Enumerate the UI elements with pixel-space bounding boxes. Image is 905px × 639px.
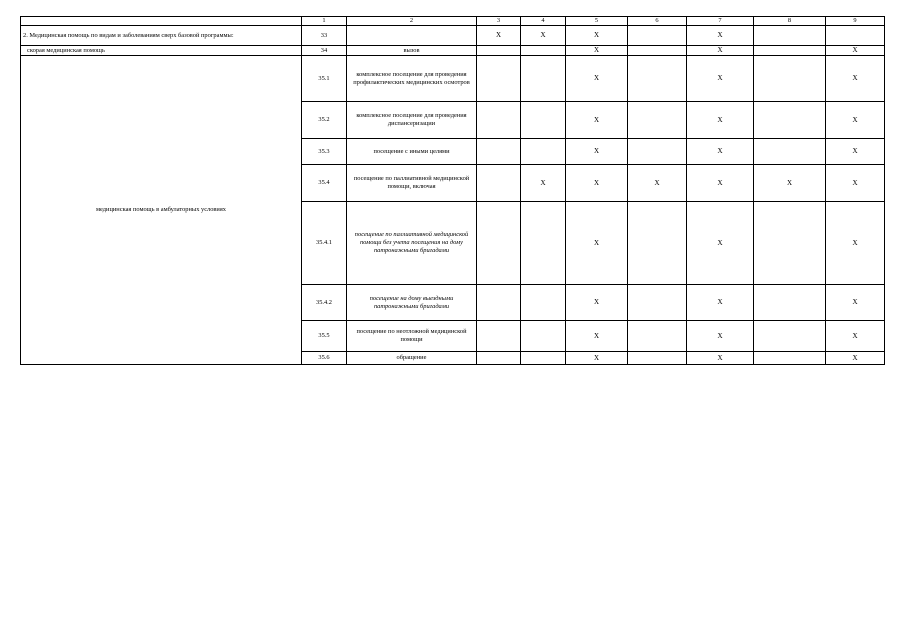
header-row bbox=[21, 17, 885, 26]
mark-cell: X bbox=[826, 46, 885, 56]
mark-cell bbox=[628, 321, 687, 352]
row-unit: комплексное посещение для проведения диспансеризации bbox=[347, 102, 477, 139]
mark-cell bbox=[477, 165, 521, 202]
mark-cell: X bbox=[826, 202, 885, 285]
header-cell: 9 bbox=[826, 17, 885, 26]
mark-cell bbox=[754, 139, 826, 165]
mark-cell: X bbox=[687, 321, 754, 352]
mark-cell: X bbox=[566, 202, 628, 285]
header-cell: 6 bbox=[628, 17, 687, 26]
mark-cell: X bbox=[826, 321, 885, 352]
header-cell: 4 bbox=[521, 17, 566, 26]
mark-cell bbox=[521, 202, 566, 285]
row-code: 35.4 bbox=[302, 165, 347, 202]
mark-cell: X bbox=[566, 139, 628, 165]
mark-cell: X bbox=[521, 26, 566, 46]
mark-cell: X bbox=[566, 165, 628, 202]
mark-cell bbox=[521, 56, 566, 102]
mark-cell bbox=[628, 202, 687, 285]
mark-cell: X bbox=[566, 26, 628, 46]
mark-cell bbox=[521, 321, 566, 352]
mark-cell: X bbox=[754, 165, 826, 202]
header-cell: 3 bbox=[477, 17, 521, 26]
mark-cell: X bbox=[566, 321, 628, 352]
row-code: 35.2 bbox=[302, 102, 347, 139]
row-name: скорая медицинская помощь bbox=[21, 46, 302, 56]
row-code: 35.6 bbox=[302, 352, 347, 365]
mark-cell: X bbox=[687, 26, 754, 46]
mark-cell: X bbox=[566, 352, 628, 365]
mark-cell bbox=[477, 352, 521, 365]
table-row bbox=[21, 46, 885, 56]
header-cell bbox=[21, 17, 302, 26]
mark-cell: X bbox=[826, 352, 885, 365]
mark-cell bbox=[628, 139, 687, 165]
mark-cell: X bbox=[687, 139, 754, 165]
mark-cell bbox=[754, 202, 826, 285]
row-unit: посещение по неотложной медицинской помощи bbox=[347, 321, 477, 352]
mark-cell: X bbox=[826, 56, 885, 102]
row-code: 35.3 bbox=[302, 139, 347, 165]
program-table bbox=[20, 16, 885, 365]
mark-cell: X bbox=[687, 165, 754, 202]
mark-cell bbox=[754, 26, 826, 46]
mark-cell bbox=[521, 285, 566, 321]
mark-cell bbox=[628, 352, 687, 365]
mark-cell bbox=[754, 321, 826, 352]
mark-cell bbox=[477, 46, 521, 56]
document-sheet bbox=[20, 16, 884, 365]
mark-cell bbox=[477, 102, 521, 139]
mark-cell bbox=[754, 352, 826, 365]
mark-cell: X bbox=[826, 165, 885, 202]
mark-cell: X bbox=[566, 46, 628, 56]
row-code: 35.4.1 bbox=[302, 202, 347, 285]
row-unit: посещение с иными целями bbox=[347, 139, 477, 165]
table-row bbox=[21, 26, 885, 46]
mark-cell bbox=[754, 56, 826, 102]
mark-cell: X bbox=[477, 26, 521, 46]
mark-cell bbox=[477, 202, 521, 285]
row-unit: посещение на дому выездными патронажными бригадами bbox=[347, 285, 477, 321]
mark-cell bbox=[521, 102, 566, 139]
header-cell: 1 bbox=[302, 17, 347, 26]
mark-cell: X bbox=[687, 285, 754, 321]
mark-cell bbox=[477, 139, 521, 165]
row-name: 2. Медицинская помощь по видам и заболеваниям сверх базовой программы: bbox=[21, 26, 302, 46]
mark-cell: X bbox=[566, 56, 628, 102]
mark-cell: X bbox=[628, 165, 687, 202]
mark-cell: X bbox=[687, 56, 754, 102]
mark-cell: X bbox=[826, 285, 885, 321]
row-code: 33 bbox=[302, 26, 347, 46]
row-code: 35.4.2 bbox=[302, 285, 347, 321]
mark-cell bbox=[628, 102, 687, 139]
mark-cell bbox=[628, 46, 687, 56]
mark-cell: X bbox=[687, 46, 754, 56]
row-code: 34 bbox=[302, 46, 347, 56]
mark-cell: X bbox=[687, 352, 754, 365]
mark-cell bbox=[628, 56, 687, 102]
mark-cell bbox=[754, 46, 826, 56]
mark-cell: X bbox=[521, 165, 566, 202]
mark-cell bbox=[521, 352, 566, 365]
mark-cell bbox=[477, 56, 521, 102]
group-name: медицинская помощь в амбулаторных условиях bbox=[21, 56, 302, 365]
mark-cell bbox=[521, 139, 566, 165]
mark-cell bbox=[628, 26, 687, 46]
header-cell: 2 bbox=[347, 17, 477, 26]
mark-cell bbox=[754, 285, 826, 321]
row-unit: комплексное посещение для проведения профилактических медицинских осмотров bbox=[347, 56, 477, 102]
header-cell: 5 bbox=[566, 17, 628, 26]
row-code: 35.5 bbox=[302, 321, 347, 352]
mark-cell bbox=[477, 321, 521, 352]
mark-cell bbox=[826, 26, 885, 46]
mark-cell bbox=[754, 102, 826, 139]
row-code: 35.1 bbox=[302, 56, 347, 102]
header-cell: 8 bbox=[754, 17, 826, 26]
mark-cell: X bbox=[566, 285, 628, 321]
mark-cell: X bbox=[566, 102, 628, 139]
mark-cell bbox=[628, 285, 687, 321]
mark-cell: X bbox=[687, 202, 754, 285]
mark-cell bbox=[477, 285, 521, 321]
row-unit bbox=[347, 26, 477, 46]
mark-cell bbox=[521, 46, 566, 56]
row-unit: обращение bbox=[347, 352, 477, 365]
mark-cell: X bbox=[687, 102, 754, 139]
table-row bbox=[21, 56, 885, 102]
mark-cell: X bbox=[826, 139, 885, 165]
row-unit: посещение по паллиативной медицинской помощи, включая bbox=[347, 165, 477, 202]
row-unit: посещение по паллиативной медицинской помощи без учета посещения на дому патронажными бригадами bbox=[347, 202, 477, 285]
header-cell: 7 bbox=[687, 17, 754, 26]
row-unit: вызов bbox=[347, 46, 477, 56]
mark-cell: X bbox=[826, 102, 885, 139]
